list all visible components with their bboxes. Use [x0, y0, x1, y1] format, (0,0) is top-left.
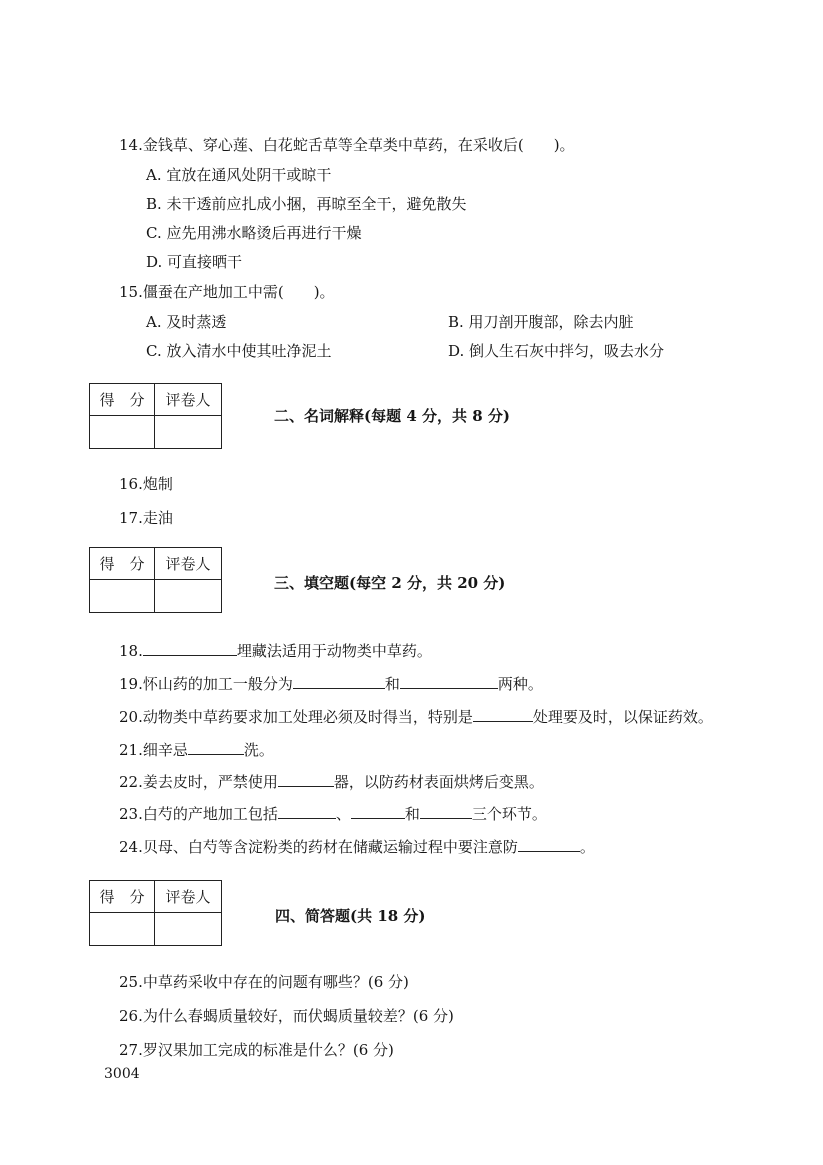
grader-cell[interactable] [155, 913, 222, 946]
q24 [119, 836, 595, 857]
grader-label: 评卷人 [155, 384, 222, 416]
q22-text-pre: 22.姜去皮时，严禁使用 [119, 773, 278, 791]
score-box [89, 383, 222, 449]
score-label: 得 分 [90, 548, 155, 580]
q14-option-a: A. 宜放在通风处阴干或晾干 [146, 166, 332, 184]
q19-text-pre: 19.怀山药的加工一般分为 [119, 675, 293, 693]
q17: 17.走油 [119, 509, 173, 527]
grader-cell[interactable] [155, 580, 222, 613]
score-cell[interactable] [90, 416, 155, 449]
q18 [119, 640, 432, 661]
section4-title: 四、简答题(共 18 分) [275, 907, 426, 925]
q19-text-post: 两种。 [497, 675, 543, 693]
q18-text: 埋藏法适用于动物类中草药。 [236, 642, 432, 660]
page-code: 3004 [104, 1066, 140, 1082]
score-label: 得 分 [90, 881, 155, 913]
score-box [89, 547, 222, 613]
q23-text-pre: 23.白芍的产地加工包括 [119, 805, 278, 823]
q27: 27.罗汉果加工完成的标准是什么？(6 分) [119, 1041, 394, 1059]
q21-text-pre: 21.细辛忌 [119, 741, 188, 759]
q20 [119, 706, 713, 727]
q14-stem: 14.金钱草、穿心莲、白花蛇舌草等全草类中草药，在采收后( )。 [119, 136, 575, 154]
q23-blank-1[interactable] [278, 804, 336, 819]
section2-title: 二、名词解释(每题 4 分，共 8 分) [274, 407, 510, 425]
q15-option-c: C. 放入清水中使其吐净泥土 [146, 342, 332, 360]
q21-blank[interactable] [188, 740, 244, 755]
score-cell[interactable] [90, 913, 155, 946]
q21-text-post: 洗。 [243, 741, 274, 759]
q20-text-post: 处理要及时，以保证药效。 [532, 708, 713, 726]
q25: 25.中草药采收中存在的问题有哪些？(6 分) [119, 973, 409, 991]
section3-title: 三、填空题(每空 2 分，共 20 分) [274, 574, 506, 592]
q22-text-post: 器，以防药材表面烘烤后变黑。 [333, 773, 544, 791]
q15-stem: 15.僵蚕在产地加工中需( )。 [119, 283, 335, 301]
q24-text-pre: 24.贝母、白芍等含淀粉类的药材在储藏运输过程中要注意防 [119, 838, 518, 856]
q16: 16.炮制 [119, 475, 173, 493]
q19-blank-2[interactable] [400, 674, 498, 689]
q23-text-sep: 、 [335, 805, 351, 823]
q23-text-mid: 和 [404, 805, 420, 823]
q18-number: 18. [119, 642, 143, 660]
q14-option-c: C. 应先用沸水略烫后再进行干燥 [146, 224, 362, 242]
q23 [119, 803, 547, 824]
q24-text-post: 。 [579, 838, 595, 856]
q23-text-post: 三个环节。 [471, 805, 547, 823]
q15-option-a: A. 及时蒸透 [146, 313, 227, 331]
q19-blank-1[interactable] [293, 674, 385, 689]
grader-label: 评卷人 [155, 548, 222, 580]
q20-text-pre: 20.动物类中草药要求加工处理必须及时得当，特别是 [119, 708, 473, 726]
score-label: 得 分 [90, 384, 155, 416]
q24-blank[interactable] [518, 837, 580, 852]
q14-option-d: D. 可直接晒干 [146, 253, 243, 271]
q15-option-b: B. 用刀剖开腹部，除去内脏 [448, 313, 634, 331]
q22-blank[interactable] [278, 772, 334, 787]
q23-blank-3[interactable] [420, 804, 472, 819]
score-box [89, 880, 222, 946]
q21 [119, 739, 274, 760]
q19-text-mid: 和 [384, 675, 400, 693]
q26: 26.为什么春蝎质量较好，而伏蝎质量较差？(6 分) [119, 1007, 454, 1025]
q20-blank[interactable] [473, 707, 533, 722]
q15-option-d: D. 倒人生石灰中拌匀，吸去水分 [448, 342, 665, 360]
q14-option-b: B. 未干透前应扎成小捆，再晾至全干，避免散失 [146, 195, 467, 213]
q22 [119, 771, 544, 792]
q18-blank[interactable] [143, 641, 237, 656]
grader-label: 评卷人 [155, 881, 222, 913]
q19 [119, 673, 543, 694]
grader-cell[interactable] [155, 416, 222, 449]
score-cell[interactable] [90, 580, 155, 613]
q23-blank-2[interactable] [351, 804, 405, 819]
